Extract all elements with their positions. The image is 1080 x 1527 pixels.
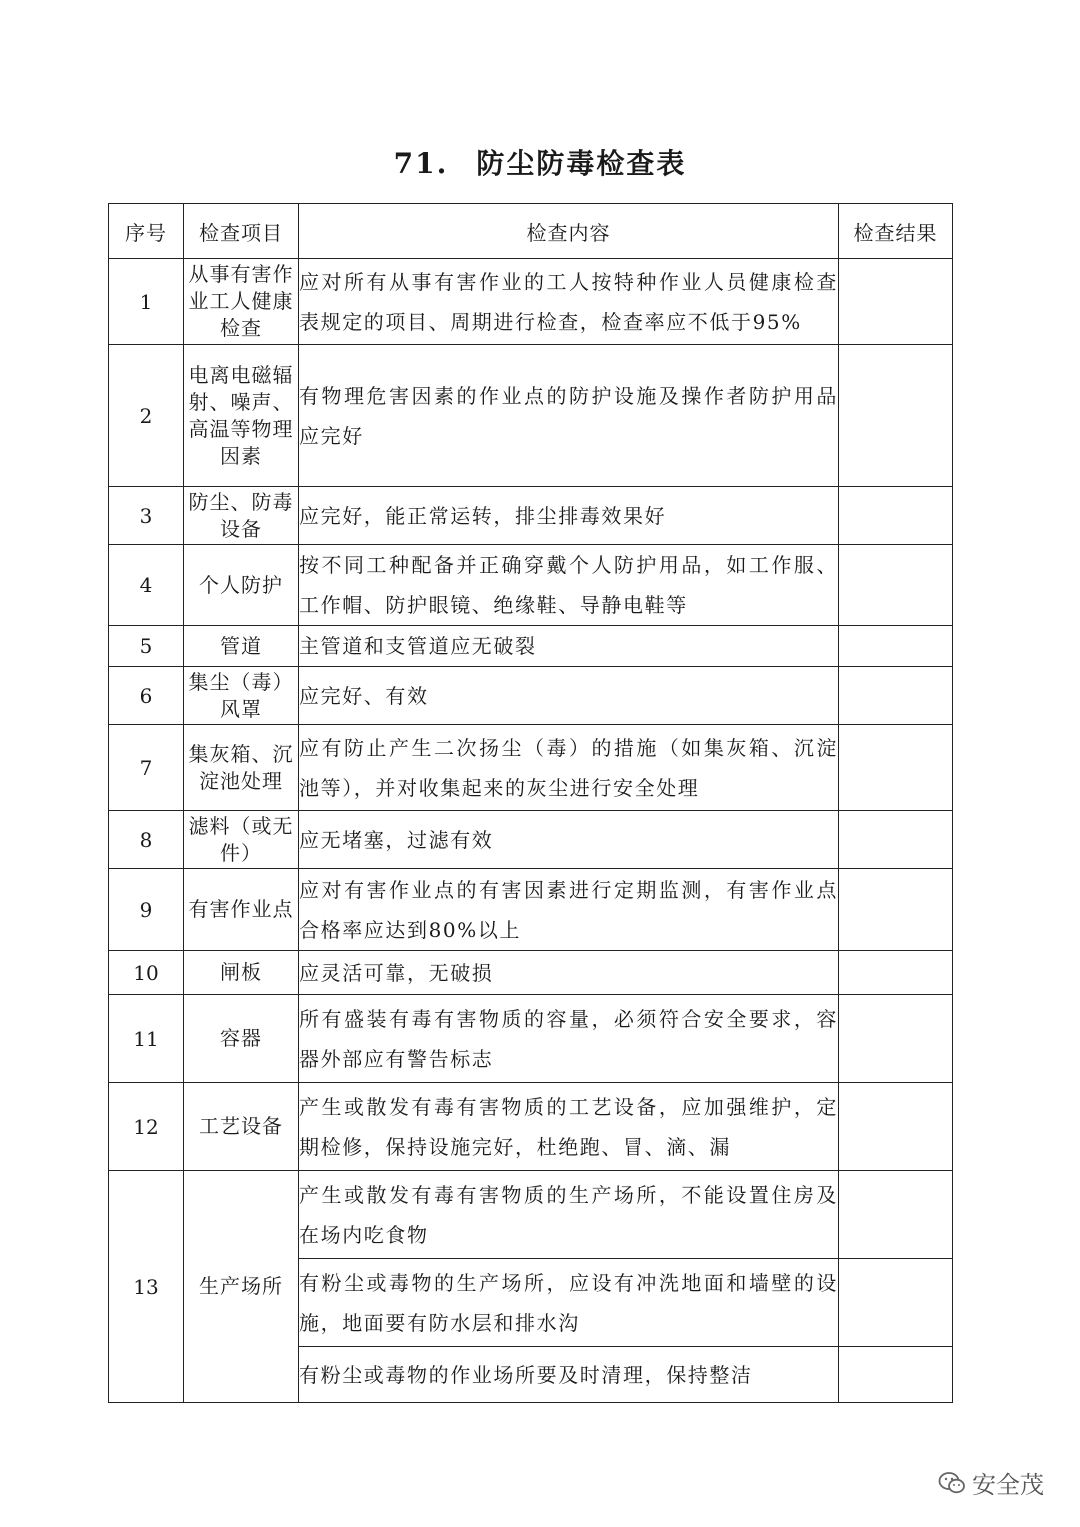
table-row (109, 1083, 953, 1171)
row-content: 产生或散发有毒有害物质的生产场所，不能设置住房及在场内吃食物 (299, 1171, 839, 1259)
table-row (109, 345, 953, 487)
row-seq: 2 (109, 345, 184, 487)
row-content: 应完好，能正常运转，排尘排毒效果好 (299, 487, 839, 545)
row-result-cell[interactable] (839, 487, 953, 545)
row-result-cell[interactable] (839, 951, 953, 995)
row-item: 滤料（或无件） (184, 811, 299, 869)
row-content: 有物理危害因素的作业点的防护设施及操作者防护用品应完好 (299, 345, 839, 487)
row-content: 应无堵塞，过滤有效 (299, 811, 839, 869)
table-row (109, 995, 953, 1083)
row-content: 有粉尘或毒物的作业场所要及时清理，保持整洁 (299, 1347, 839, 1403)
inspection-table (108, 203, 953, 1403)
row-seq: 1 (109, 259, 184, 345)
row-content: 应完好、有效 (299, 667, 839, 725)
row-content: 应灵活可靠，无破损 (299, 951, 839, 995)
row-content: 主管道和支管道应无破裂 (299, 626, 839, 667)
table-row (109, 951, 953, 995)
row-result-cell[interactable] (839, 725, 953, 811)
row-item: 从事有害作业工人健康检查 (184, 259, 299, 345)
row-seq: 3 (109, 487, 184, 545)
table-row (109, 667, 953, 725)
row-item: 管道 (184, 626, 299, 667)
title-text: 防尘防毒检查表 (476, 147, 687, 180)
row-seq: 9 (109, 869, 184, 951)
row-content: 应对有害作业点的有害因素进行定期监测，有害作业点合格率应达到80%以上 (299, 869, 839, 951)
header-row (109, 204, 953, 259)
row-result-cell[interactable] (839, 1083, 953, 1171)
table-row (109, 259, 953, 345)
row-result-cell[interactable] (839, 1171, 953, 1259)
row-item: 闸板 (184, 951, 299, 995)
table-row (109, 487, 953, 545)
row-seq: 4 (109, 545, 184, 626)
row-result-cell[interactable] (839, 811, 953, 869)
row-seq: 12 (109, 1083, 184, 1171)
table-row (109, 1171, 953, 1259)
row-item: 集尘（毒）风罩 (184, 667, 299, 725)
row-seq: 10 (109, 951, 184, 995)
header-item: 检查项目 (184, 204, 299, 259)
row-item: 防尘、防毒设备 (184, 487, 299, 545)
row-result-cell[interactable] (839, 545, 953, 626)
row-content: 应有防止产生二次扬尘（毒）的措施（如集灰箱、沉淀池等），并对收集起来的灰尘进行安全处理 (299, 725, 839, 811)
row-seq: 7 (109, 725, 184, 811)
row-content: 应对所有从事有害作业的工人按特种作业人员健康检查表规定的项目、周期进行检查，检查率应不低于95% (299, 259, 839, 345)
row-seq: 8 (109, 811, 184, 869)
row-result-cell[interactable] (839, 626, 953, 667)
row-content: 按不同工种配备并正确穿戴个人防护用品，如工作服、工作帽、防护眼镜、绝缘鞋、导静电鞋等 (299, 545, 839, 626)
row-seq: 6 (109, 667, 184, 725)
watermark (938, 1465, 1044, 1500)
row-content: 产生或散发有毒有害物质的工艺设备，应加强维护，定期检修，保持设施完好，杜绝跑、冒、滴、漏 (299, 1083, 839, 1171)
row-item: 集灰箱、沉淀池处理 (184, 725, 299, 811)
table-row (109, 545, 953, 626)
row-result-cell[interactable] (839, 259, 953, 345)
row-item: 电离电磁辐射、噪声、高温等物理因素 (184, 345, 299, 487)
row-result-cell[interactable] (839, 869, 953, 951)
row-seq: 5 (109, 626, 184, 667)
row-item: 生产场所 (184, 1171, 299, 1403)
header-result: 检查结果 (839, 204, 953, 259)
table-row (109, 869, 953, 951)
row-result-cell[interactable] (839, 1347, 953, 1403)
table-row (109, 725, 953, 811)
table-row (109, 811, 953, 869)
table-row (109, 626, 953, 667)
wechat-icon (938, 1471, 966, 1495)
page-title (0, 142, 1080, 182)
title-number: 71. (393, 147, 449, 180)
row-item: 容器 (184, 995, 299, 1083)
row-seq: 11 (109, 995, 184, 1083)
row-result-cell[interactable] (839, 345, 953, 487)
table-body (109, 259, 953, 1403)
row-item: 个人防护 (184, 545, 299, 626)
watermark-text: 安全茂 (972, 1471, 1044, 1499)
row-result-cell[interactable] (839, 995, 953, 1083)
row-content: 有粉尘或毒物的生产场所，应设有冲洗地面和墙壁的设施，地面要有防水层和排水沟 (299, 1259, 839, 1347)
row-content: 所有盛装有毒有害物质的容量，必须符合安全要求，容器外部应有警告标志 (299, 995, 839, 1083)
row-seq: 13 (109, 1171, 184, 1403)
row-result-cell[interactable] (839, 1259, 953, 1347)
header-seq: 序号 (109, 204, 184, 259)
row-item: 有害作业点 (184, 869, 299, 951)
header-content: 检查内容 (299, 204, 839, 259)
row-item: 工艺设备 (184, 1083, 299, 1171)
row-result-cell[interactable] (839, 667, 953, 725)
